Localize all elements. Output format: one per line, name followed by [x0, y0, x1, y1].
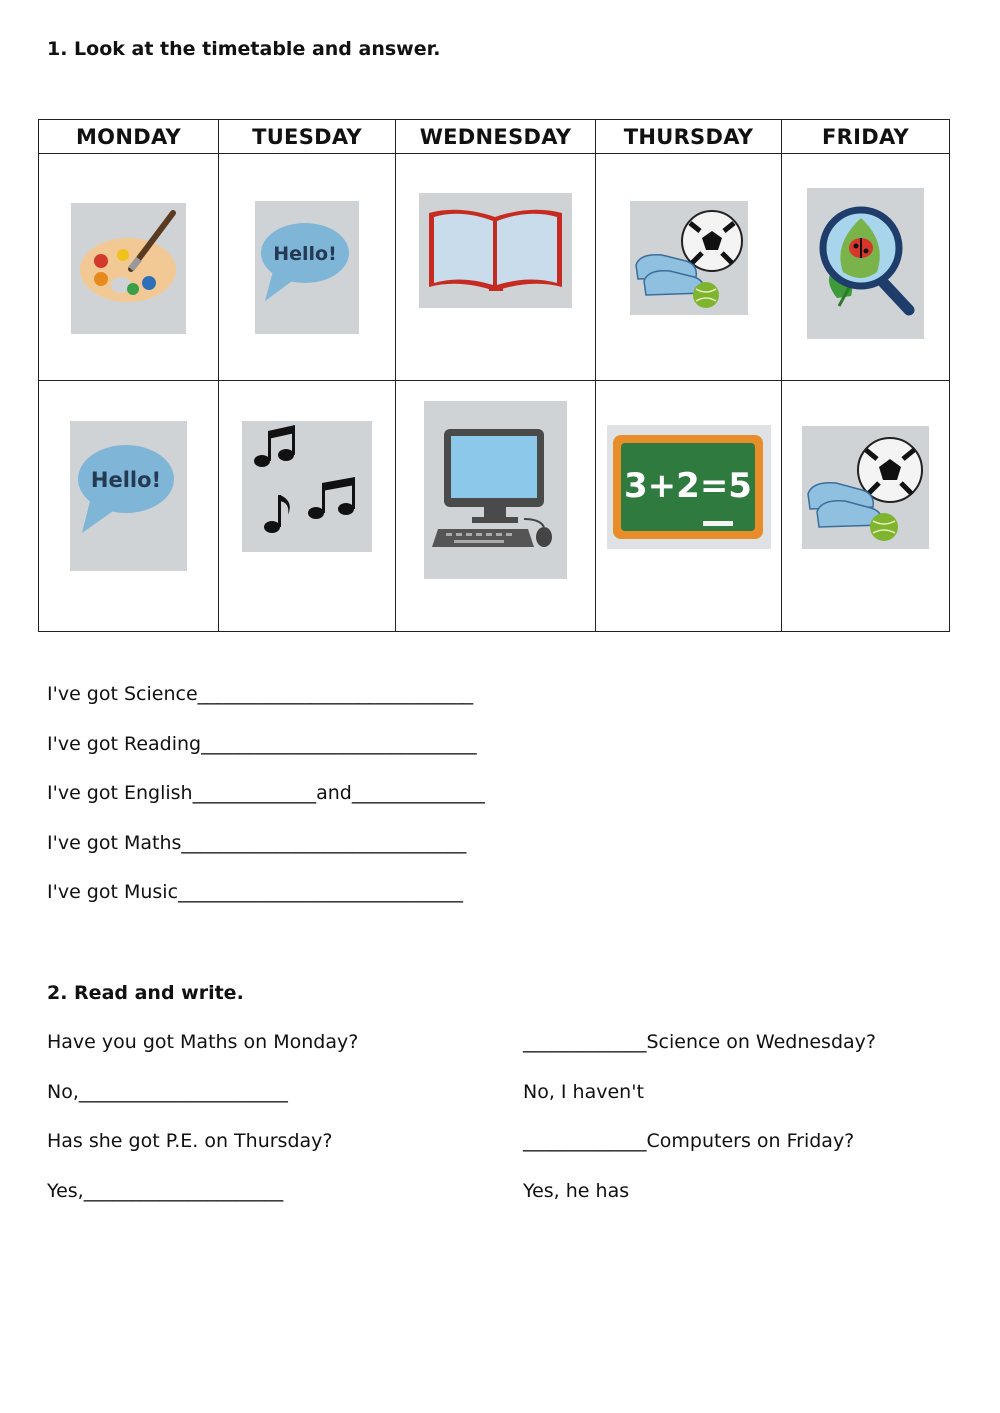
answer-sentence-music[interactable]: I've got Music______________________________: [47, 881, 464, 903]
sports-ball-shoes-icon: [630, 201, 748, 315]
question-computers-friday[interactable]: _____________Computers on Friday?: [523, 1130, 855, 1152]
open-book-icon: [419, 193, 572, 308]
hello-text: Hello!: [90, 467, 162, 492]
question-pe-thursday: Has she got P.E. on Thursday?: [47, 1130, 333, 1152]
answer-no-i-havent: No, I haven't: [523, 1081, 644, 1103]
timetable-cell: [396, 381, 596, 632]
hello-speech-bubble-icon: [70, 421, 187, 571]
day-header-tuesday: TUESDAY: [219, 120, 396, 154]
magnifier-ladybird-icon: [807, 188, 924, 339]
hello-text: Hello!: [273, 242, 337, 265]
question-maths-monday: Have you got Maths on Monday?: [47, 1031, 359, 1053]
timetable-cell: [596, 154, 782, 381]
timetable-cell: [396, 154, 596, 381]
answer-sentence-english[interactable]: I've got English_____________and______________: [47, 782, 485, 804]
exercise-1-title: 1. Look at the timetable and answer.: [47, 38, 441, 60]
answer-line-no[interactable]: No,______________________: [47, 1081, 288, 1103]
music-notes-icon: [242, 421, 372, 552]
timetable: [38, 119, 950, 632]
sports-ball-shoes-icon: [802, 426, 929, 549]
answer-sentence-science[interactable]: I've got Science_____________________________: [47, 683, 474, 705]
answer-line-yes[interactable]: Yes,_____________________: [47, 1180, 284, 1202]
chalkboard-maths-icon: [607, 425, 771, 549]
timetable-cell: [39, 154, 219, 381]
hello-speech-bubble-icon: [255, 201, 359, 334]
timetable-cell: [219, 154, 396, 381]
question-science-wednesday[interactable]: _____________Science on Wednesday?: [523, 1031, 876, 1053]
timetable-cell: [782, 381, 950, 632]
day-header-friday: FRIDAY: [782, 120, 950, 154]
timetable-cell: [39, 381, 219, 632]
board-text: 3+2=5: [623, 465, 752, 506]
timetable-cell: [596, 381, 782, 632]
answer-yes-he-has: Yes, he has: [523, 1180, 630, 1202]
day-header-wednesday: WEDNESDAY: [396, 120, 596, 154]
answer-sentence-reading[interactable]: I've got Reading_____________________________: [47, 733, 477, 755]
timetable-cell: [782, 154, 950, 381]
exercise-2-title: 2. Read and write.: [47, 982, 244, 1004]
art-palette-icon: [71, 203, 186, 334]
day-header-monday: MONDAY: [39, 120, 219, 154]
timetable-cell: [219, 381, 396, 632]
answer-sentence-maths[interactable]: I've got Maths______________________________: [47, 832, 467, 854]
computer-icon: [424, 401, 567, 579]
day-header-thursday: THURSDAY: [596, 120, 782, 154]
